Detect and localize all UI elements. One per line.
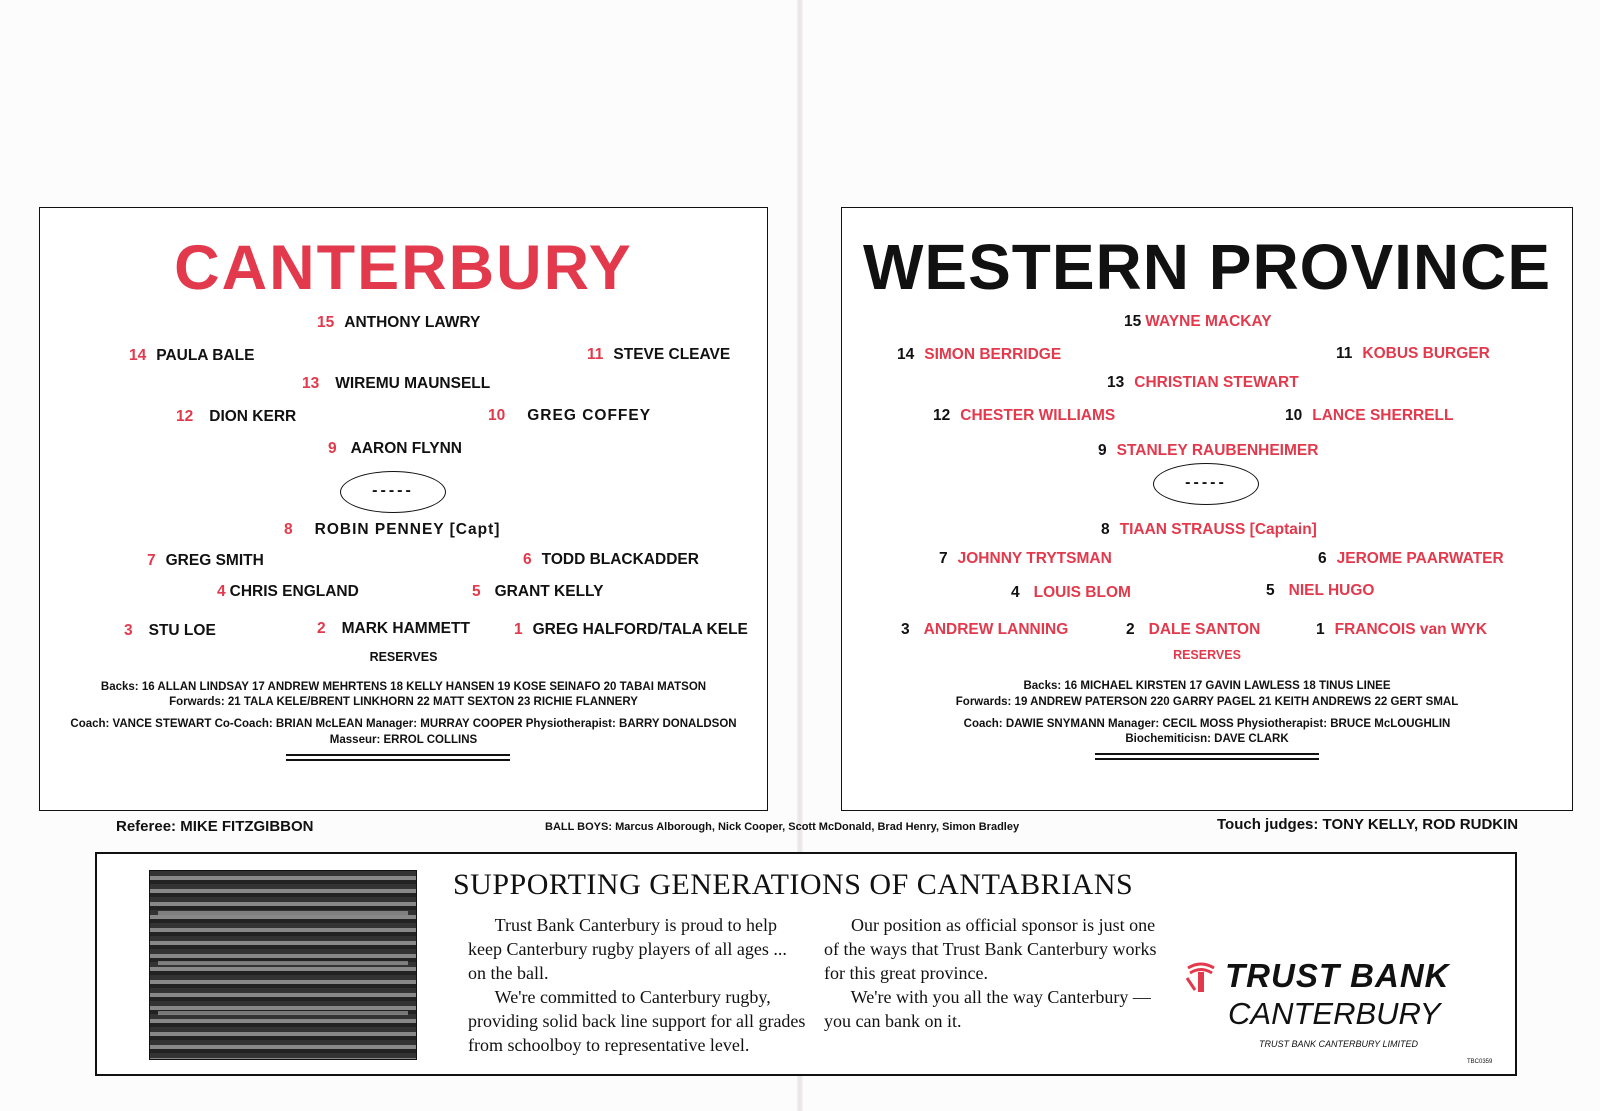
- wp-player-15: 15 WAYNE MACKAY: [1124, 313, 1272, 330]
- canterbury-reserve-backs: Backs: 16 ALLAN LINDSAY 17 ANDREW MEHRTENS 18 KELLY HANSEN 19 KOSE SEINAFO 20 TABAI MATSON: [100, 681, 707, 693]
- canterbury-player-6: 6 TODD BLACKADDER: [523, 551, 699, 568]
- canterbury-player-5: 5 GRANT KELLY: [472, 583, 604, 600]
- canterbury-player-8: 8 ROBIN PENNEY [Capt]: [284, 521, 501, 538]
- wp-reserve-forwards: Forwards: 19 ANDREW PATERSON 220 GARRY PAGEL 21 KEITH ANDREWS 22 GERT SMAL: [955, 696, 1459, 708]
- brand-name: TRUST BANK: [1225, 957, 1450, 994]
- team-photo: [149, 870, 417, 1060]
- canterbury-player-11: 11 STEVE CLEAVE: [587, 346, 731, 363]
- advert-headline: SUPPORTING GENERATIONS OF CANTABRIANS: [453, 868, 1134, 901]
- canterbury-reserve-forwards: Forwards: 21 TALA KELE/BRENT LINKHORN 22 MATT SEXTON 23 RICHIE FLANNERY: [169, 696, 638, 708]
- canterbury-player-7: 7 GREG SMITH: [147, 552, 264, 569]
- canterbury-player-4: 4 CHRIS ENGLAND: [217, 583, 359, 600]
- canterbury-player-14: 14 PAULA BALE: [129, 347, 255, 364]
- trust-bank-logo-icon: [1184, 960, 1218, 994]
- wp-player-13: 13 CHRISTIAN STEWART: [1107, 374, 1299, 391]
- wp-player-12: 12 CHESTER WILLIAMS: [933, 407, 1116, 424]
- canterbury-player-9: 9 AARON FLYNN: [328, 440, 463, 457]
- canterbury-team-panel: [39, 207, 768, 811]
- canterbury-masseur: Masseur: ERROL COLLINS: [329, 734, 478, 746]
- brand-region: CANTERBURY: [1228, 996, 1441, 1031]
- wp-reserves-heading: RESERVES: [1173, 648, 1241, 662]
- rugby-ball-icon: -----: [340, 471, 446, 513]
- wp-player-5: 5 NIEL HUGO: [1266, 582, 1375, 599]
- canterbury-player-15: 15 ANTHONY LAWRY: [317, 314, 481, 331]
- canterbury-player-2: 2 MARK HAMMETT: [317, 620, 470, 637]
- wp-biochemist: Biochemiticisn: DAVE CLARK: [1125, 733, 1289, 745]
- brand-legal: TRUST BANK CANTERBURY LIMITED: [1259, 1039, 1419, 1049]
- canterbury-player-13: 13 WIREMU MAUNSELL: [302, 375, 491, 392]
- wp-player-10: 10 LANCE SHERRELL: [1285, 407, 1454, 424]
- wp-player-7: 7 JOHNNY TRYTSMAN: [939, 550, 1112, 567]
- wp-player-6: 6 JEROME PAARWATER: [1318, 550, 1504, 567]
- western-province-team-panel: [841, 207, 1573, 811]
- canterbury-staff: Coach: VANCE STEWART Co-Coach: BRIAN McLEAN Manager: MURRAY COOPER Physiotherapist: BARRY DONALDSON: [70, 718, 737, 730]
- advert-column-1: Trust Bank Canterbury is proud to help keep Canterbury rugby players of all ages ... on the ball. We're committed to Canterbury rugby, providing solid back line support for all grades from schoolboy to representative level.: [468, 915, 806, 1055]
- referee-line: Referee: MIKE FITZGIBBON: [116, 818, 314, 835]
- canterbury-player-1: 1 GREG HALFORD/TALA KELE: [514, 621, 748, 638]
- advert-column-2: Our position as official sponsor is just one of the ways that Trust Bank Canterbury works for this great province. We're with you all the way Canterbury — you can bank on it.: [824, 915, 1157, 1031]
- wp-player-11: 11 KOBUS BURGER: [1336, 345, 1490, 362]
- ball-boys-line: BALL BOYS: Marcus Alborough, Nick Cooper, Scott McDonald, Brad Henry, Simon Bradley: [545, 821, 1020, 833]
- wp-player-14: 14 SIMON BERRIDGE: [897, 346, 1062, 363]
- double-rule-divider: [286, 754, 510, 761]
- wp-player-3: 3 ANDREW LANNING: [901, 621, 1069, 638]
- wp-reserve-backs: Backs: 16 MICHAEL KIRSTEN 17 GAVIN LAWLESS 18 TINUS LINEE: [1023, 680, 1391, 692]
- double-rule-divider: [1095, 753, 1319, 760]
- wp-player-8: 8 TIAAN STRAUSS [Captain]: [1101, 521, 1317, 538]
- touch-judges-line: Touch judges: TONY KELLY, ROD RUDKIN: [1217, 816, 1519, 833]
- canterbury-player-3: 3 STU LOE: [124, 622, 216, 639]
- canterbury-player-10: 10 GREG COFFEY: [488, 407, 652, 424]
- canterbury-title: CANTERBURY: [174, 233, 633, 303]
- wp-player-9: 9 STANLEY RAUBENHEIMER: [1098, 442, 1319, 459]
- wp-player-2: 2 DALE SANTON: [1126, 621, 1261, 638]
- wp-staff: Coach: DAWIE SNYMANN Manager: CECIL MOSS Physiotherapist: BRUCE McLOUGHLIN: [963, 718, 1451, 730]
- trust-bank-advert: [95, 852, 1517, 1076]
- wp-player-4: 4 LOUIS BLOM: [1011, 584, 1131, 601]
- western-province-title: WESTERN PROVINCE: [862, 231, 1552, 303]
- wp-player-1: 1 FRANCOIS van WYK: [1316, 621, 1488, 638]
- rugby-ball-icon: -----: [1153, 463, 1259, 505]
- advert-code: TBC0359: [1467, 1059, 1493, 1065]
- canterbury-reserves-heading: RESERVES: [369, 650, 438, 664]
- canterbury-player-12: 12 DION KERR: [176, 408, 297, 425]
